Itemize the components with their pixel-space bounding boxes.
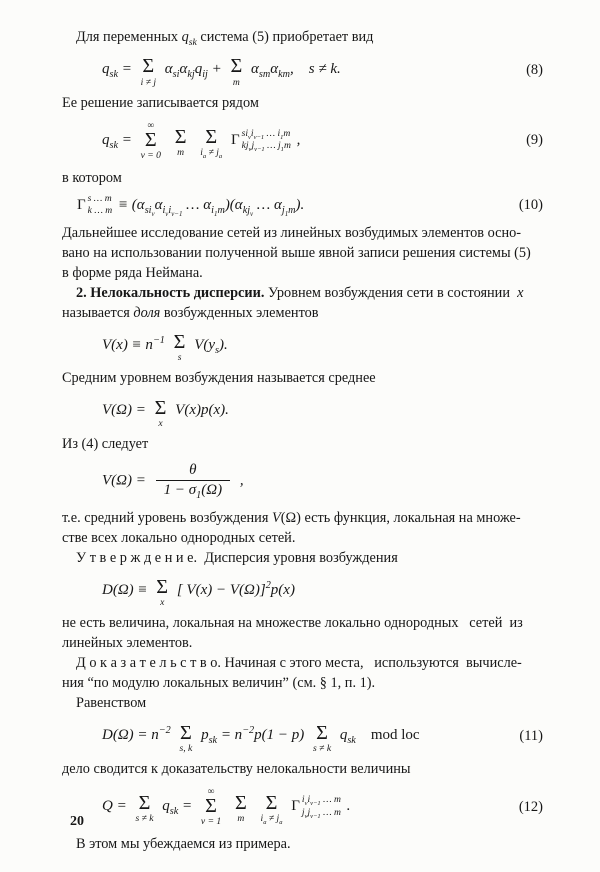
equation-vx-formula: $V(x) \equiv n^{-1}$ Σ s $V(y_s)$. [102,331,228,364]
equation-10-formula: Γ s … m k … m ≡ ($\alpha_{si_\nu}\alpha_{i_\nu i_{\nu-1}}$ … $\alpha_{i_1m})(\alpha_{kj_\nu}$ … $\alpha_{j_1m}$). [77,192,305,218]
equation-8 [62,52,543,88]
equation-12-formula: Q = Σ s ≠ k $q_{sk}$ = ∞ Σ ν = 1 Σ m Σ $i_a \ne j_a$ Γ $i_\nu i_{\nu-1}$ … m $j_\nu j_{\nu-1}$ … m . [102,785,351,828]
equation-12-number: (12) [518,798,543,815]
paragraph-local-function-line-1: т.е. средний уровень возбуждения V(Ω) есть функция, локальная на множе- [62,509,521,526]
paragraph-neumann-line-1: Дальнейшее исследование сетей из линейных возбудимых элементов осно- [62,224,522,241]
paragraph-neumann-line-2: вано на использовании полученной выше явной записи решения системы (5) [62,244,531,261]
equation-vomega [62,393,543,429]
equation-9-number: (9) [526,132,543,149]
equation-vx [62,328,543,364]
paragraph-intro: Для переменных $q_{sk}$ система (5) приобретает вид [76,29,374,48]
paragraph-example-conclusion: В этом мы убеждаемся из примера. [76,836,291,853]
equation-theta-formula: V(Ω) = $\frac{\theta}{1 - \sigma_1(\Omega)}$ , [102,461,244,502]
equation-11-number: (11) [519,728,543,745]
paragraph-in-which: в котором [62,169,122,186]
equation-8-formula: $q_{sk}$ = Σ i ≠ j $\alpha_{si}\alpha_{kj}q_{ij}$ + Σ m $\alpha_{sm}\alpha_{km}$, s ≠ k. [102,55,341,88]
equation-theta [62,461,543,501]
equation-9-formula: $q_{sk}$ = ∞ Σ ν = 0 Σ m Σ $i_a \ne j_a$ Γ $si_\nu i_{\nu-1}$ … $i_1m$ $kj_\nu j_{\nu-1}$ … $j_1m$ , [102,119,301,161]
proof-heading-line-1: Д о к а з а т е л ь с т в о. Начиная с этого места, используются вычисле- [76,655,522,672]
equation-12 [62,786,543,827]
section-2-heading-line-1: 2. Нелокальность дисперсии. Уровнем возбуждения сети в состоянии x [76,284,524,301]
paragraph-reduces-to: дело сводится к доказательству нелокальности величины [62,760,411,777]
page-number: 20 [70,814,84,829]
paragraph-not-local-line-2: линейных элементов. [62,635,193,652]
statement-heading: У т в е р ж д е н и е. Дисперсия уровня возбуждения [76,549,398,566]
equation-10-number: (10) [518,197,543,214]
equation-dispersion-formula: D(Ω) ≡ Σ x [ V(x) − V(Ω)]$^2$p(x) [102,576,295,609]
equation-8-number: (8) [526,61,543,78]
equation-9 [62,120,543,161]
equation-11-formula: $D(\Omega) = n^{-2}$ Σ s, k $p_{sk} = n^{-2}p(1 - p)$ Σ s ≠ k $q_{sk}$ mod loc [102,721,420,754]
equation-dispersion [62,573,543,609]
section-2-heading-line-2: называется доля возбужденных элементов [62,304,319,321]
paragraph-local-function-line-2: стве всех локально однородных сетей. [62,529,296,546]
equation-11 [62,718,543,754]
paragraph-solution-series: Ее решение записывается рядом [62,94,259,111]
proof-heading-line-2: ния “по модулю локальных величин” (см. § 1, п. 1). [62,675,376,692]
equation-10 [62,193,543,218]
paragraph-equality: Равенством [76,695,147,712]
paragraph-from-4-follows: Из (4) следует [62,435,149,452]
paragraph-neumann-line-3: в форме ряда Неймана. [62,264,203,281]
paragraph-mean-level: Средним уровнем возбуждения называется среднее [62,370,376,387]
equation-vomega-formula: V(Ω) = Σ x V(x)p(x). [102,396,229,429]
paragraph-not-local-line-1: не есть величина, локальная на множестве локально однородных сетей из [62,615,523,632]
